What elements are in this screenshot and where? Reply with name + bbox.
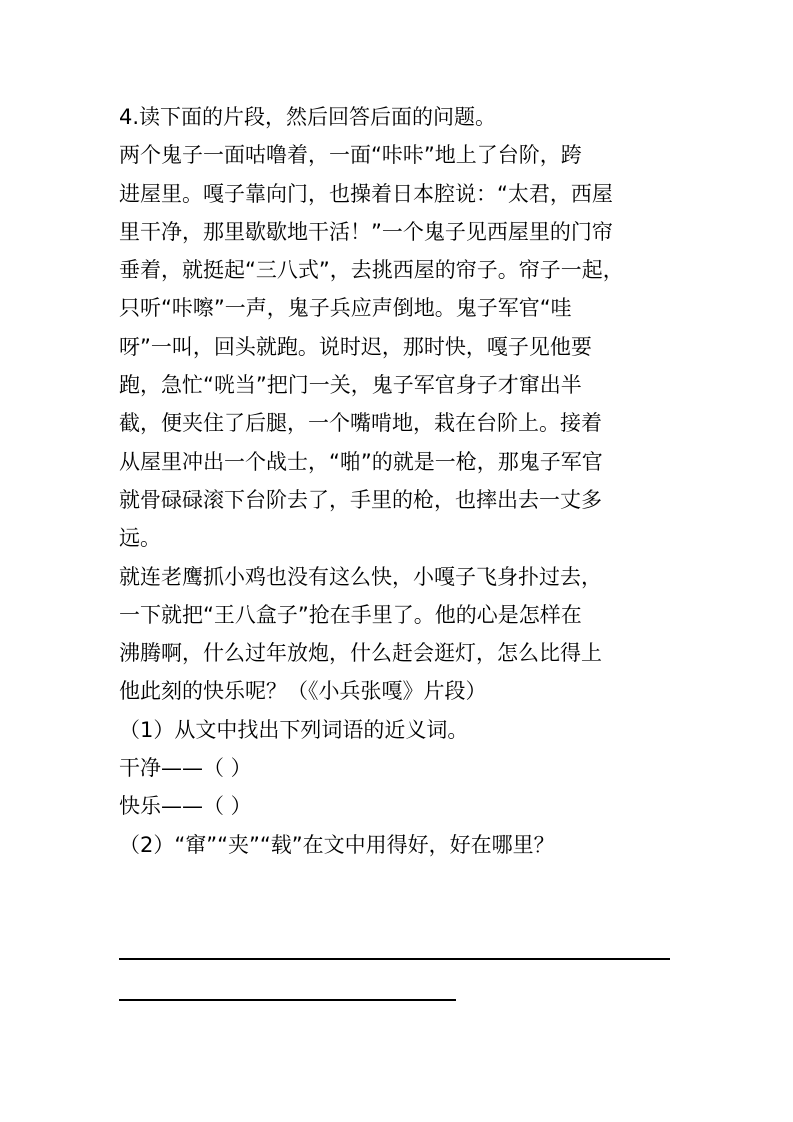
synonym-item-ganjing: 干净——（ ） [119,756,252,781]
passage-line: 就骨碌碌滚下台阶去了，手里的枪，也摔出去一丈多 [119,487,602,512]
passage-line: 垂着，就挺起“三八式”，去挑西屋的帘子。帘子一起， [119,258,624,283]
passage-line: 里干净，那里歇歇地干活！”一个鬼子见西屋里的门帘 [119,219,613,244]
passage-line: 沸腾啊，什么过年放炮，什么赶会逛灯，怎么比得上 [119,641,602,666]
answer-line [119,999,456,1001]
passage-line: 只听“咔嚓”一声，鬼子兵应声倒地。鬼子军官“哇 [119,296,572,321]
passage-line: 进屋里。嘎子靠向门，也操着日本腔说：“太君，西屋 [119,181,613,206]
sub-question-1: （1）从文中找出下列词语的近义词。 [119,717,469,742]
passage-line: 跑，急忙“咣当”把门一关，鬼子军官身子才窜出半 [119,373,582,398]
question-heading: 4.读下面的片段，然后回答后面的问题。 [119,105,497,129]
synonym-item-kuaile: 快乐——（ ） [119,794,252,819]
passage-line: 截，便夹住了后腿，一个嘴啃地，栽在台阶上。接着 [119,411,602,436]
passage-line: 呀”一叫，回头就跑。说时迟，那时快，嘎子见他要 [119,334,592,359]
answer-line [119,958,670,960]
passage-line: 一下就把“王八盒子”抢在手里了。他的心是怎样在 [119,602,582,627]
passage-line: 就连老鹰抓小鸡也没有这么快，小嘎子飞身扑过去， [119,564,602,589]
passage-line: 从屋里冲出一个战士，“啪”的就是一枪，那鬼子军官 [119,449,603,474]
question-content [119,98,675,864]
passage-line: 两个鬼子一面咕噜着，一面“咔咔”地上了台阶，跨 [119,143,582,168]
passage-line: 远。 [119,526,161,551]
passage-line: 他此刻的快乐呢？（《小兵张嘎》片段） [119,679,487,704]
sub-question-2: （2）“窜”“夹”“载”在文中用得好，好在哪里？ [119,832,555,857]
